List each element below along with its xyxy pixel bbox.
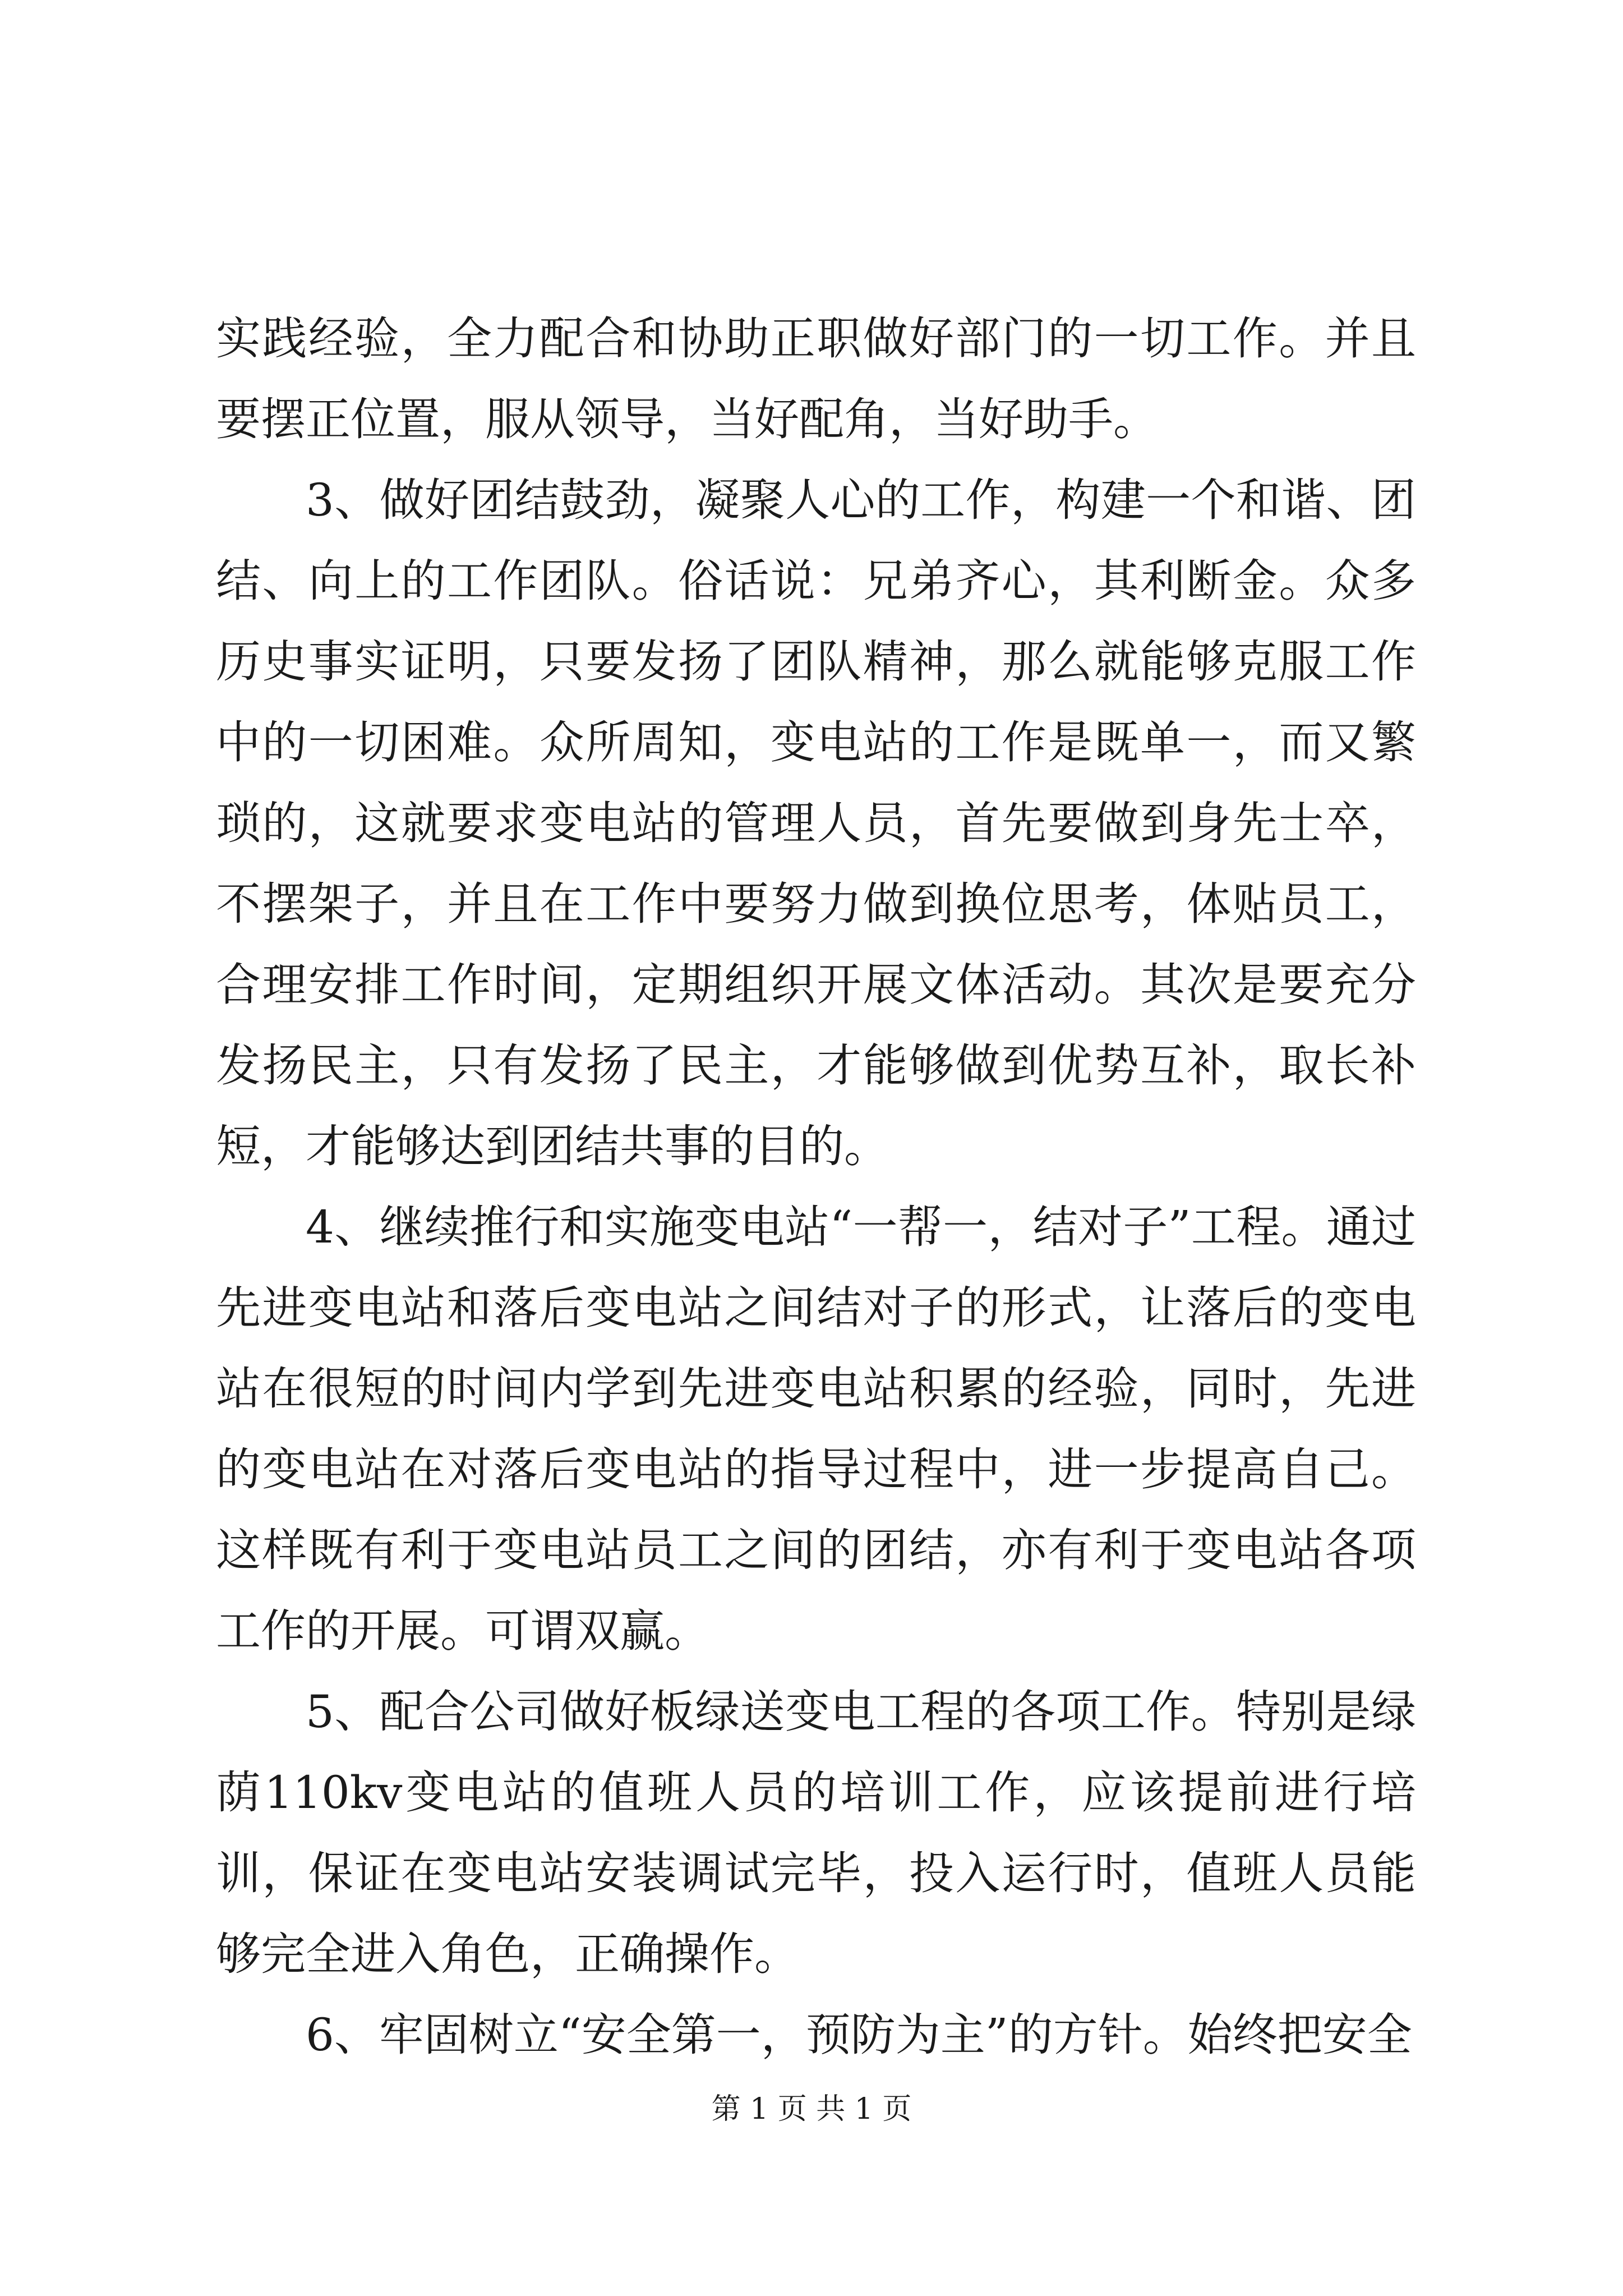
paragraph-item-5: 5、配合公司做好板绿送变电工程的各项工作。特别是绿荫110kv变电站的值班人员的培训工作，应该提前进行培训，保证在变电站安装调试完毕，投入运行时，值班人员能够完全进入角色，正确操作。 [216,1686,1416,1980]
paragraph-continuation: 实践经验，全力配合和协助正职做好部门的一切工作。并且要摆正位置，服从领导，当好配角，当好助手。 [216,312,1416,445]
paragraph-item-3: 3、做好团结鼓劲，凝聚人心的工作，构建一个和谐、团结、向上的工作团队。俗话说：兄弟齐心，其利断金。众多历史事实证明，只要发扬了团队精神，那么就能够克服工作中的一切困难。众所周知，变电站的工作是既单一，而又繁琐的，这就要求变电站的管理人员，首先要做到身先士卒，不摆架子，并且在工作中要努力做到换位思考，体贴员工，合理安排工作时间，定期组织开展文体活动。其次是要充分发扬民主，只有发扬了民主，才能够做到优势互补，取长补短，才能够达到团结共事的目的。 [216,474,1416,1172]
page-footer: 第 1 页 共 1 页 [711,2092,912,2126]
paragraph-item-6: 6、牢固树立“安全第一，预防为主”的方针。始终把安全 [306,2009,1412,2061]
document-body [216,298,1416,2076]
paragraph-item-4: 4、继续推行和实施变电站“一帮一，结对子”工程。通过先进变电站和落后变电站之间结对子的形式，让落后的变电站在很短的时间内学到先进变电站积累的经验，同时，先进的变电站在对落后变电站的指导过程中，进一步提高自己。这样既有利于变电站员工之间的团结，亦有利于变电站各项工作的开展。可谓双赢。 [216,1201,1416,1657]
